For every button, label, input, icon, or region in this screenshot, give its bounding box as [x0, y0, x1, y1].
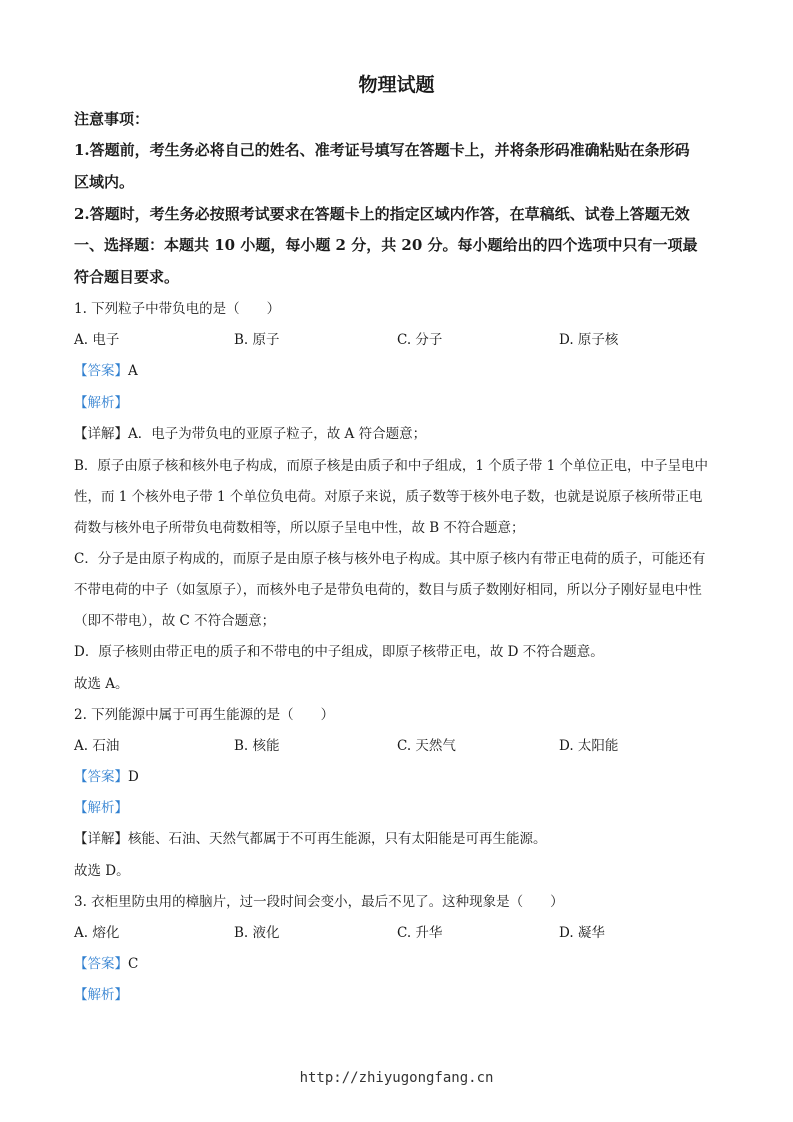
q2-option-c: C. 天然气 — [397, 738, 456, 754]
q1-detail-3: 性，而 1 个核外电子带 1 个单位负电荷。对原子来说，质子数等于核外电子数，也就是说原子核所带正电 — [74, 489, 703, 505]
q1-detail-7: （即不带电），故 C 不符合题意； — [74, 613, 276, 629]
q3-analysis-tag: 【解析】 — [74, 987, 128, 1003]
q1-option-a: A. 电子 — [74, 332, 120, 348]
q3-stem: 3. 衣柜里防虫用的樟脑片，过一段时间会变小，最后不见了。这种现象是（ ） — [74, 894, 564, 910]
answer-tag: 【答案】 — [74, 363, 128, 379]
q3-option-b: B. 液化 — [234, 925, 280, 941]
notice-item-1: 1.答题前，考生务必将自己的姓名、准考证号填写在答题卡上，并将条形码准确粘贴在条形码 — [74, 141, 690, 159]
notice-heading: 注意事项： — [74, 110, 150, 128]
q1-option-d: D. 原子核 — [559, 332, 619, 348]
detail-text: 核能、石油、天然气都属于不可再生能源，只有太阳能是可再生能源。 — [128, 831, 547, 847]
q3-option-c: C. 升华 — [397, 925, 443, 941]
answer-value: D — [128, 769, 139, 785]
q1-detail-2: B．原子由原子核和核外电子构成，而原子核是由质子和中子组成，1 个质子带 1 个单位正电，中子呈电中 — [74, 458, 708, 474]
notice-item-1-cont: 区域内。 — [74, 173, 135, 191]
footer-url: http://zhiyugongfang.cn — [299, 1070, 494, 1086]
q1-stem: 1. 下列粒子中带负电的是（ ） — [74, 301, 281, 317]
q1-answer — [74, 359, 723, 379]
q3-option-a: A. 熔化 — [74, 925, 120, 941]
answer-tag: 【答案】 — [74, 769, 128, 785]
answer-value: A — [128, 363, 138, 379]
q3-option-d: D. 凝华 — [559, 925, 605, 941]
q1-detail-8: D．原子核则由带正电的质子和不带电的中子组成，即原子核带正电，故 D 不符合题意。 — [74, 644, 604, 660]
answer-tag: 【答案】 — [74, 956, 128, 972]
q2-analysis-tag: 【解析】 — [74, 800, 128, 816]
q1-detail-5: C．分子是由原子构成的，而原子是由原子核与核外电子构成。其中原子核内有带正电荷的质子，可能还有 — [74, 551, 706, 567]
q1-detail-1 — [74, 422, 723, 442]
q1-choose: 故选 A。 — [74, 676, 129, 692]
q2-choose: 故选 D。 — [74, 863, 130, 879]
q1-detail-6: 不带电荷的中子（如氢原子），而核外电子是带负电荷的，数目与质子数刚好相同，所以分子刚好显电中性 — [74, 582, 702, 598]
q3-answer — [74, 952, 723, 972]
q2-stem: 2. 下列能源中属于可再生能源的是（ ） — [74, 707, 335, 723]
notice-item-2: 2.答题时，考生务必按照考试要求在答题卡上的指定区域内作答，在草稿纸、试卷上答题无效 — [74, 205, 690, 223]
q2-option-b: B. 核能 — [234, 738, 280, 754]
q2-option-a: A. 石油 — [74, 738, 120, 754]
q1-option-b: B. 原子 — [234, 332, 280, 348]
q2-detail — [74, 827, 723, 847]
detail-tag: 【详解】 — [74, 831, 128, 847]
q1-analysis-tag: 【解析】 — [74, 395, 128, 411]
section-heading: 一、选择题：本题共 10 小题，每小题 2 分，共 20 分。每小题给出的四个选项中只有一项最 — [74, 236, 698, 254]
q2-answer — [74, 765, 723, 785]
page-title: 物理试题 — [358, 74, 435, 96]
answer-value: C — [128, 956, 139, 972]
q2-option-d: D. 太阳能 — [559, 738, 619, 754]
section-heading-cont: 符合题目要求。 — [74, 268, 180, 286]
q1-detail-4: 荷数与核外电子所带负电荷数相等，所以原子呈电中性，故 B 不符合题意； — [74, 520, 525, 536]
q1-option-c: C. 分子 — [397, 332, 443, 348]
detail-text: A．电子为带负电的亚原子粒子，故 A 符合题意； — [128, 426, 427, 442]
detail-tag: 【详解】 — [74, 426, 128, 442]
